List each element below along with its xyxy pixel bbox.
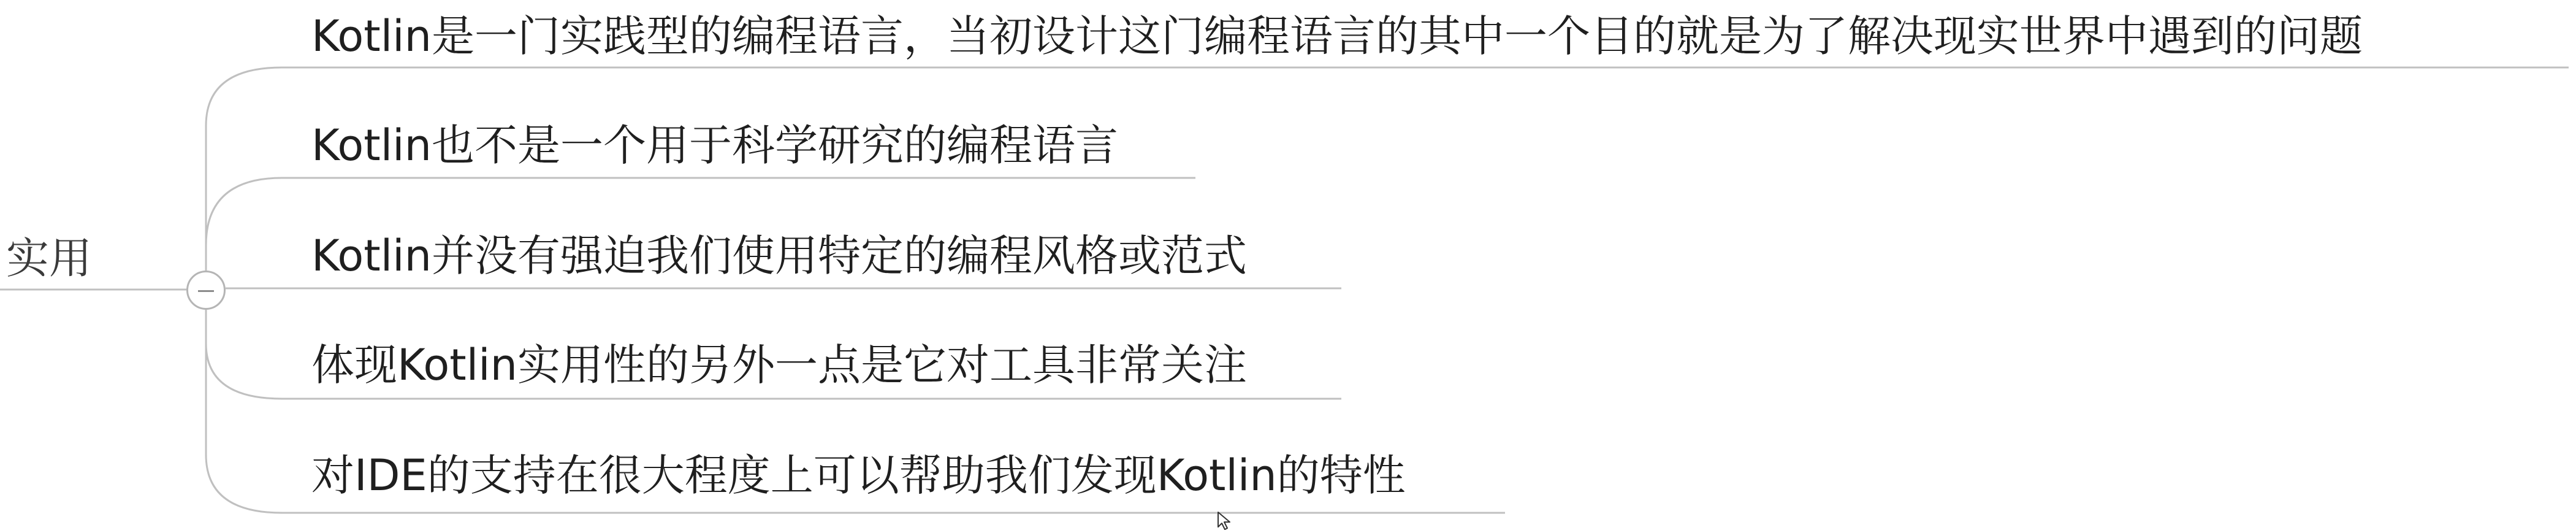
connector-child-0 xyxy=(206,67,2569,126)
topic-child-0[interactable]: Kotlin是一门实践型的编程语言，当初设计这门编程语言的其中一个目的就是为了解决现实世界中遇到的问题 xyxy=(311,11,2363,61)
topic-child-2[interactable]: Kotlin并没有强迫我们使用特定的编程风格或范式 xyxy=(311,231,1247,281)
root-topic[interactable]: 实用 xyxy=(6,233,92,283)
arrow-cursor-icon xyxy=(1217,511,1235,530)
topic-child-1[interactable]: Kotlin也不是一个用于科学研究的编程语言 xyxy=(311,120,1118,171)
topic-child-4[interactable]: 对IDE的支持在很大程度上可以帮助我们发现Kotlin的特性 xyxy=(311,450,1406,501)
topic-child-3[interactable]: 体现Kotlin实用性的另外一点是它对工具非常关注 xyxy=(311,340,1247,390)
collapse-toggle-minus-icon[interactable] xyxy=(186,271,226,310)
